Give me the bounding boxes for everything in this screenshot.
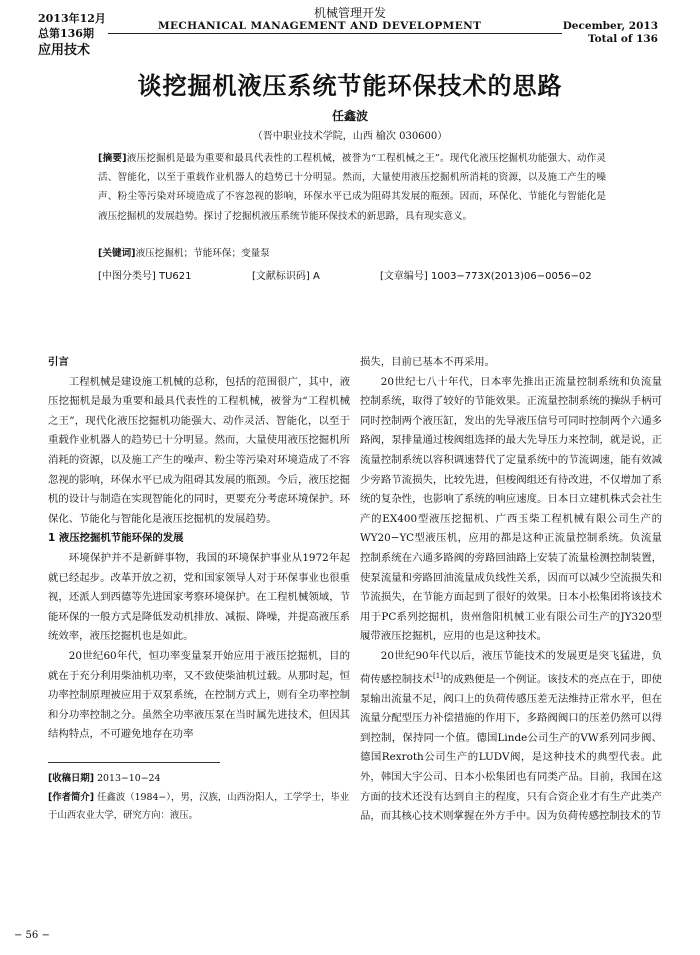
section-label: 应用技术 <box>38 43 91 58</box>
author-affiliation: （晋中职业技术学院，山西 榆次 030600） <box>252 131 448 142</box>
paragraph <box>360 647 662 827</box>
author-bio: 任鑫波（1984−），男，汉族，山西汾阳人，工学学士，毕业于山西农业大学，研究方向：液压。 <box>48 791 350 822</box>
issue-date-en: December, 2013 <box>562 20 658 32</box>
bio-label: [作者简介] <box>48 791 95 803</box>
section-heading: 1 液压挖掘机节能环保的发展 <box>48 532 184 545</box>
page-number: − 56 − <box>14 930 50 941</box>
document-code: [文献标识码] A <box>252 271 320 282</box>
author-name: 任鑫波 <box>331 109 368 123</box>
header-rule <box>108 33 562 34</box>
intro-heading: 引言 <box>48 356 69 368</box>
keywords-label: [关键词] <box>98 248 136 259</box>
keywords <box>98 245 606 259</box>
issue-total-en: Total of 136 <box>587 33 658 45</box>
paragraph: 20世纪60年代，恒功率变量泵开始应用于液压挖掘机，目的就在于充分利用柴油机功率，又不致使柴油机过载。从那时起，恒功率控制原理被应用于双泵系统，在控制方式上，则有全功率控制和分功率控制之分。虽然全功率液压泵在当时属先进技术，但因其结构特点，不可避免地存在功率 <box>48 649 350 741</box>
issue-number: 总第136期 <box>38 27 94 40</box>
issue-date: 2013年12月 <box>38 12 106 25</box>
right-column <box>360 353 662 827</box>
journal-name-cn: 机械管理开发 <box>313 6 386 20</box>
paragraph-text: 20世纪90年代以后，液压节能技术的发展更是突飞猛进，负荷传感控制技术 <box>360 649 662 685</box>
paragraph-text: 的成熟便是一个例证。该技术的亮点在于，即使泵输出流量不足，阀口上的负荷传感压差无法维持正常水平，但在流量分配型压力补偿措施的作用下，多路阀阀口的压差仍然可以得到控制，保持同一个值。德国Linde公司生产的VW系列同步阀、德国Rexroth公司生产的LUDV阀，是这种技术的典型代表。此外，韩国大宇公司、日本小松集团也有同类产品。目前，我国在这方面的技术还没有达到自主的程度，只有合资企业才有生产此类产品，而其核心技术则掌握在外方手中。因为负荷传感控制技术的节 <box>360 672 663 823</box>
paragraph: 损失，目前已基本不再采用。 <box>360 356 496 368</box>
citation-ref: [1] <box>433 671 443 680</box>
paper-title: 谈挖掘机液压系统节能环保技术的思路 <box>137 72 563 100</box>
journal-name-en: MECHANICAL MANAGEMENT AND DEVELOPMENT <box>158 20 482 32</box>
footnote-rule <box>48 762 220 763</box>
paragraph: 20世纪七八十年代，日本率先推出正流量控制系统和负流量控制系统，取得了较好的节能效果。正流量控制系统的操纵手柄可同时控制两个液压缸，发出的先导液压信号可同时控制两个六通多路阀，泵排量通过梭阀组选择的最大先导压力来控制，就是说，正流量控制系统以容积调速替代了定量系统中的节流调速，能有效减少旁路节流损失，比较先进，但梭阀组还有待改进，不仅增加了系统的复杂性，也影响了系统的响应速度。日本日立建机株式会社生产的EX400型液压挖掘机、广西玉柴工程机械有限公司生产的WY20−YC型液压机，应用的都是这种正流量控制系统。负流量控制系统在六通多路阀的旁路回油路上安装了流量检测控制装置，使泵流量和旁路回油流量成负线性关系，因而可以减少空流损失和节流损失，在节能方面起到了很好的效果。日本小松集团将该技术用于PC系列挖掘机，贵州詹阳机械工业有限公司生产的JY320型履带液压挖掘机，应用的也是这种技术。 <box>360 375 662 643</box>
keywords-text: 液压挖掘机；节能环保；变量泵 <box>135 248 270 259</box>
footnote <box>48 770 350 826</box>
abstract-text: 液压挖掘机是最为重要和最具代表性的工程机械，被誉为“工程机械之王”。现代化液压挖掘机功能强大、动作灵活、智能化，以至于重载作业机器人的趋势已十分明显。然而，大量使用液压挖掘机所消耗的资源，以及施工产生的噪声、粉尘等污染对环境造成了不容忽视的影响，环保水平已成为阻碍其发展的瓶颈。因而，环保化、节能化与智能化是液压挖掘机的发展趋势。探讨了挖掘机液压系统节能环保技术的新思路，具有现实意义。 <box>98 153 606 222</box>
abstract <box>98 149 606 226</box>
left-column <box>48 353 350 745</box>
received-label: [收稿日期] <box>48 773 95 784</box>
received-date: 2013−10−24 <box>97 773 161 784</box>
paragraph: 环境保护并不是新鲜事物，我国的环境保护事业从1972年起就已经起步。改革开放之初，党和国家领导人对于环保事业也很重视，还派人到西德等先进国家考察环境保护。在工程机械领域，节能环保的一般方式是降低发动机排放、减振、降噪，并提高液压系统效率，液压挖掘机也是如此。 <box>48 551 350 643</box>
clc-number: [中图分类号] TU621 <box>98 271 192 282</box>
abstract-label: [摘要] <box>98 153 127 164</box>
paragraph: 工程机械是建设施工机械的总称，包括的范围很广，其中，液压挖掘机是最为重要和最具代表性的工程机械，被誉为“工程机械之王”，现代化液压挖掘机功能强大、动作灵活、智能化，以至于重载作业机器人的趋势已十分明显。然而，大量使用液压挖掘机所消耗的资源，以及施工产生的噪声、粉尘等污染对环境造成了不容忽视的影响，环保水平已成为阻碍其发展的瓶颈。今后，液压挖掘机的设计与制造在实现智能化的同时，更要充分考虑环境保护。环保化、节能化与智能化是液压挖掘机的发展趋势。 <box>48 375 350 525</box>
article-number: [文章编号] 1003−773X(2013)06−0056−02 <box>380 271 592 282</box>
